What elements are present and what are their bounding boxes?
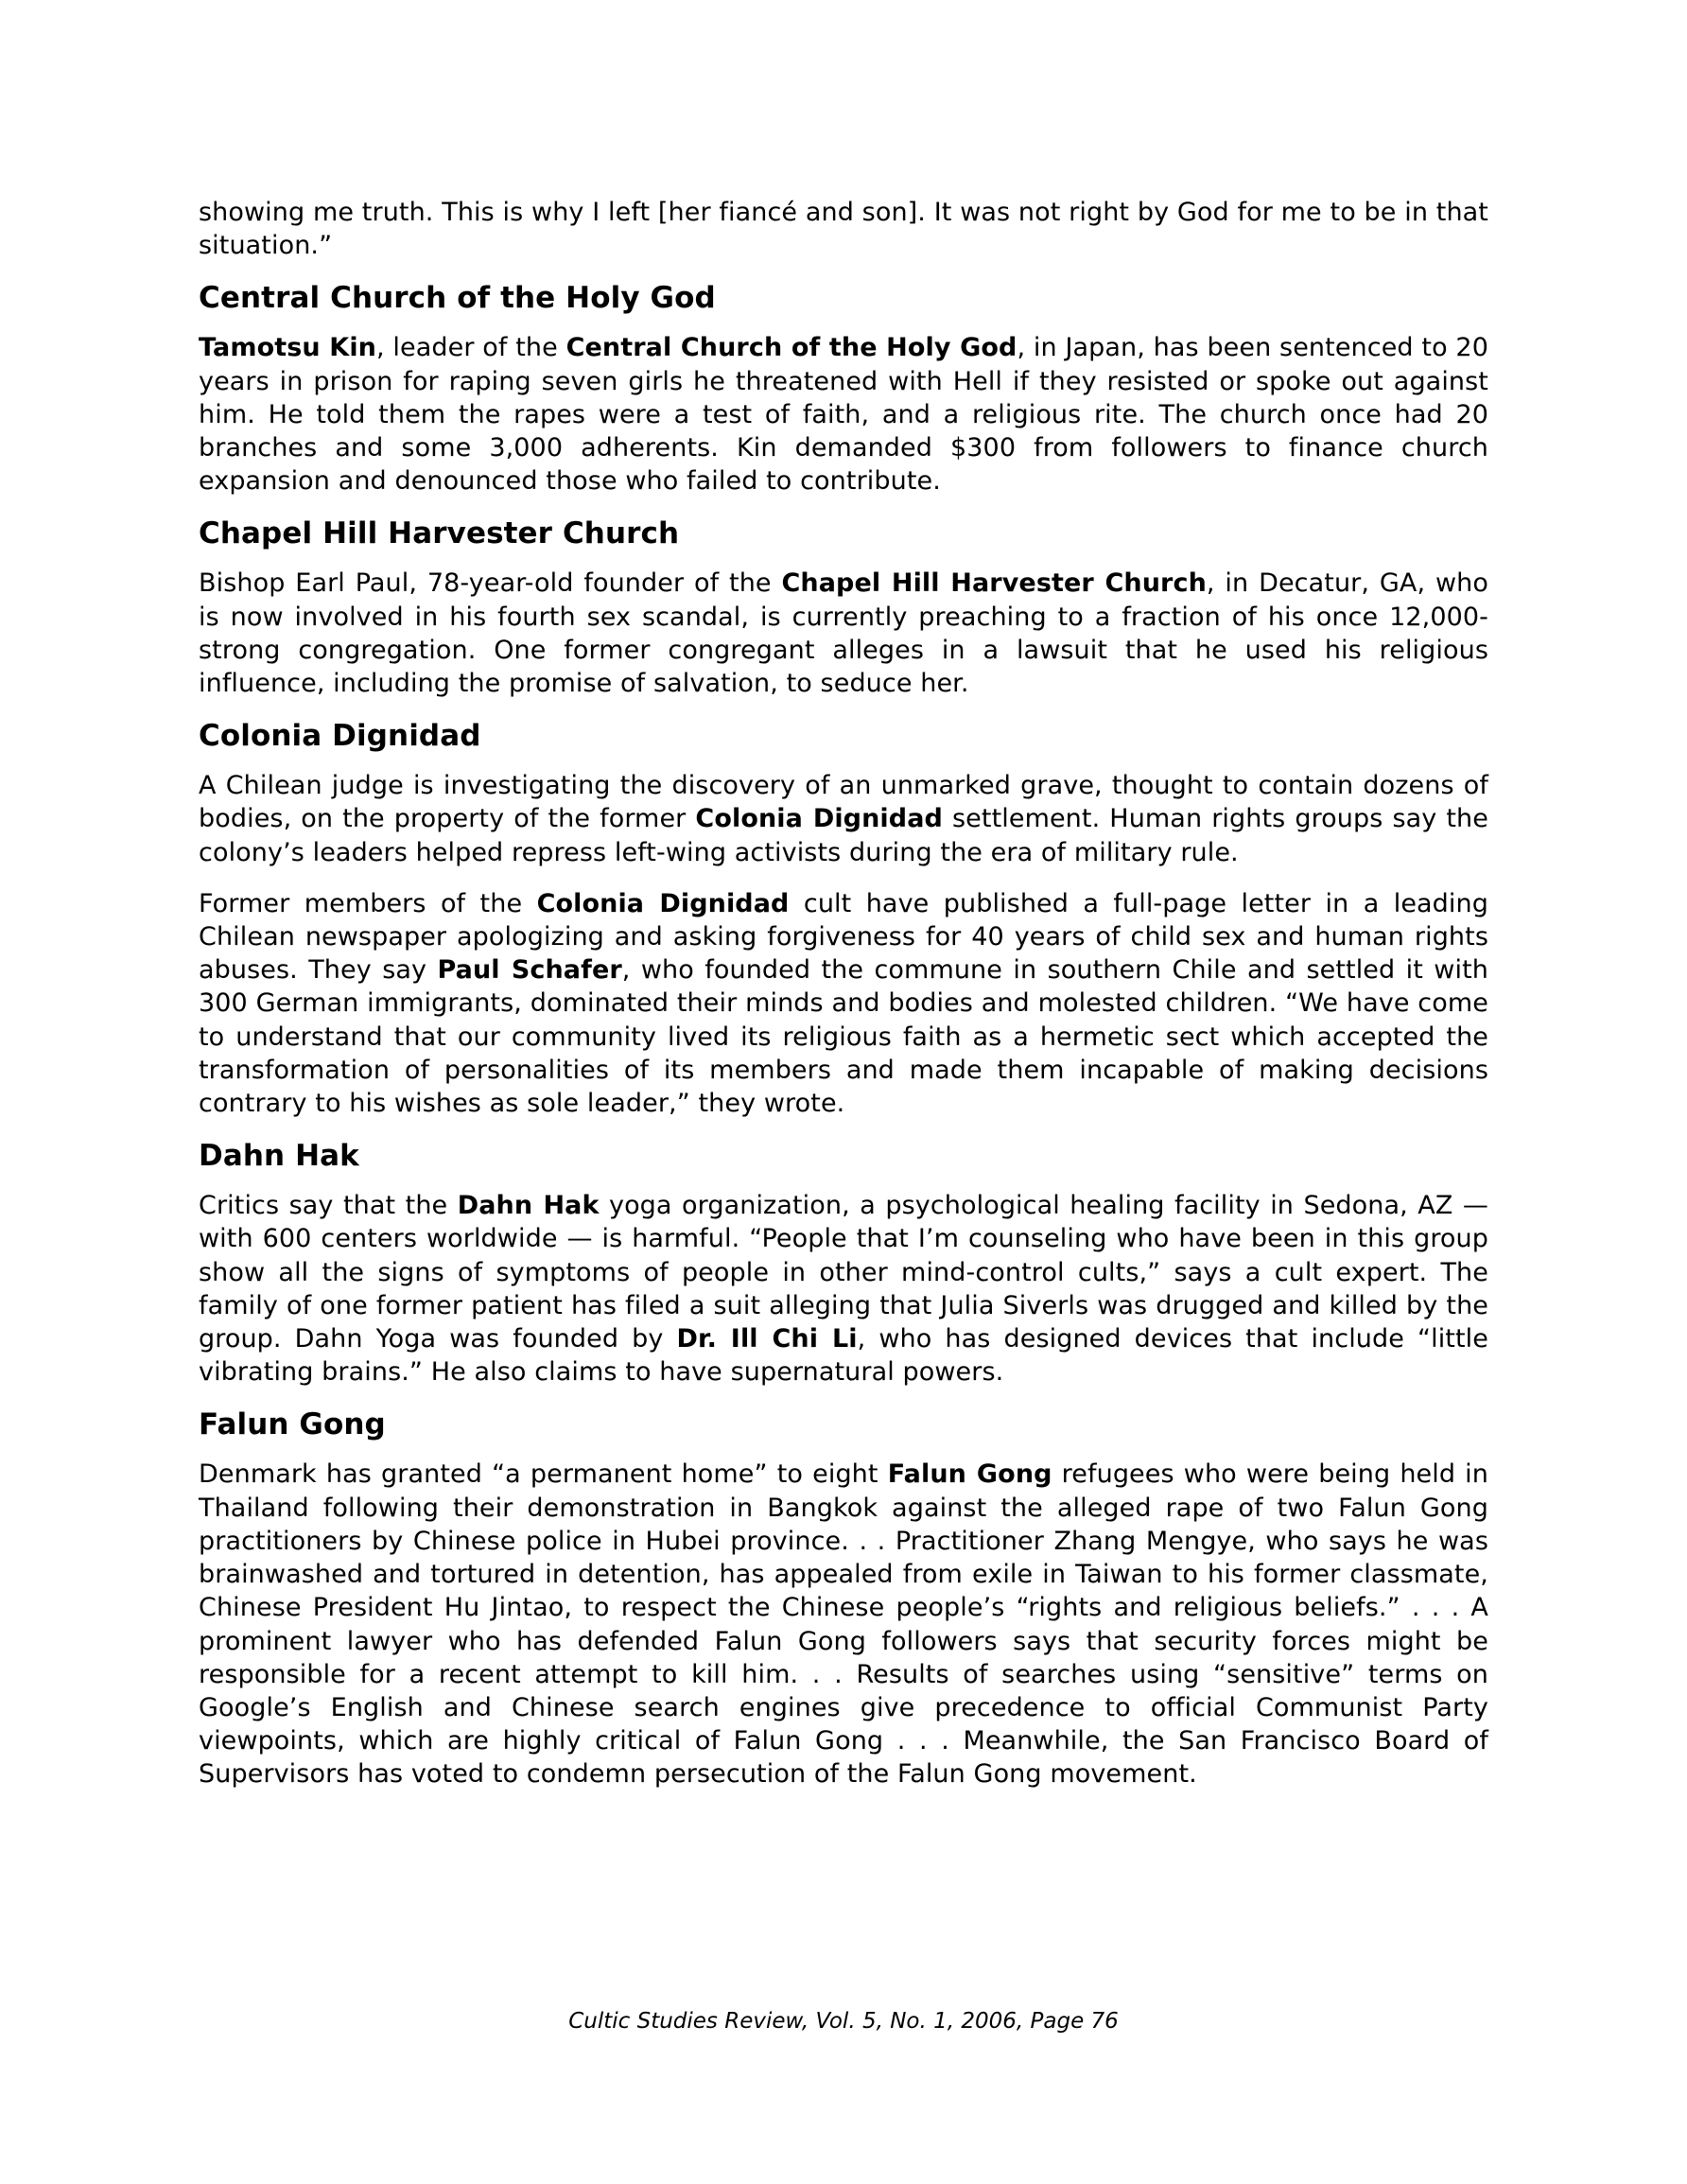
bold-name: Colonia Dignidad bbox=[536, 888, 790, 918]
section-paragraph: Denmark has granted “a permanent home” to eight Falun Gong refugees who were being held in Thailand following their demonstration in Bangkok against the alleged rape of two Falun Gong practitioners by Chinese police in Hubei province. . . Practitioner Zhang Mengye, who says he was brainwashed and tortured in detention, has appealed from exile in Taiwan to his former classmate, Chinese President Hu Jintao, to respect the Chinese people’s “rights and religious beliefs.” . . . A prominent lawyer who has defended Falun Gong followers says that security forces might be responsible for a recent attempt to kill him. . . Results of searches using “sensitive” terms on Google’s English and Chinese search engines give precedence to official Communist Party viewpoints, which are highly critical of Falun Gong . . . Meanwhile, the San Francisco Board of Supervisors has voted to condemn persecution of the Falun Gong movement. bbox=[199, 1459, 1489, 1790]
section-paragraph: Critics say that the Dahn Hak yoga organization, a psychological healing facility in Sedona, AZ — with 600 centers worldwide — is harmful. “People that I’m counseling who have been in this group show all the signs of symptoms of people in other mind-control cults,” says a cult expert. The family of one former patient has filed a suit alleging that Julia Siverls was drugged and killed by the group. Dahn Yoga was founded by Dr. Ill Chi Li, who has designed devices that include “little vibrating brains.” He also claims to have supernatural powers. bbox=[199, 1191, 1488, 1388]
bold-name: Tamotsu Kin bbox=[199, 333, 376, 363]
document-page bbox=[199, 196, 1488, 1809]
section-paragraph: Bishop Earl Paul, 78-year-old founder of the Chapel Hill Harvester Church, in Decatur, GA, who is now involved in his fourth sex scandal, is currently preaching to a fraction of his once 12,000-strong congregation. One former congregant alleges in a lawsuit that he used his religious influence, including the promise of salvation, to seduce her. bbox=[199, 568, 1488, 699]
section-paragraph: A Chilean judge is investigating the discovery of an unmarked grave, thought to contain dozens of bodies, on the property of the former Colonia Dignidad settlement. Human rights groups say the colony’s leaders helped repress left-wing activists during the era of military rule. bbox=[199, 771, 1488, 867]
sections-container bbox=[199, 280, 1488, 1791]
section-paragraph: Tamotsu Kin, leader of the Central Church of the Holy God, in Japan, has been sentenced to 20 years in prison for raping seven girls he threatened with Hell if they resisted or spoke out against him. He told them the rapes were a test of faith, and a religious rite. The church once had 20 branches and some 3,000 adherents. Kin demanded $300 from followers to finance church expansion and denounced those who failed to contribute. bbox=[199, 333, 1488, 497]
section-heading: Falun Gong bbox=[199, 1407, 386, 1442]
section-heading: Central Church of the Holy God bbox=[199, 281, 716, 316]
continuation-paragraph: showing me truth. This is why I left [her fiancé and son]. It was not right by God for me to be in that situation.” bbox=[199, 198, 1488, 261]
section-heading: Dahn Hak bbox=[199, 1139, 359, 1174]
bold-name: Dahn Hak bbox=[457, 1191, 600, 1221]
bold-name: Colonia Dignidad bbox=[695, 804, 943, 834]
bold-name: Chapel Hill Harvester Church bbox=[781, 568, 1207, 599]
section-heading: Colonia Dignidad bbox=[199, 719, 481, 754]
section-heading: Chapel Hill Harvester Church bbox=[199, 516, 680, 551]
bold-name: Falun Gong bbox=[887, 1459, 1052, 1490]
page-footer: Cultic Studies Review, Vol. 5, No. 1, 2006, Page 76 bbox=[568, 2009, 1119, 2034]
bold-name: Paul Schafer bbox=[437, 955, 622, 986]
bold-name: Central Church of the Holy God bbox=[565, 333, 1017, 363]
bold-name: Dr. Ill Chi Li bbox=[676, 1324, 858, 1354]
section-paragraph: Former members of the Colonia Dignidad cult have published a full-page letter in a leading Chilean newspaper apologizing and asking forgiveness for 40 years of child sex and human rights abuses. They say Paul Schafer, who founded the commune in southern Chile and settled it with 300 German immigrants, dominated their minds and bodies and molested children. “We have come to understand that our community lived its religious faith as a hermetic sect which accepted the transformation of personalities of its members and made them incapable of making decisions contrary to his wishes as sole leader,” they wrote. bbox=[199, 888, 1488, 1119]
